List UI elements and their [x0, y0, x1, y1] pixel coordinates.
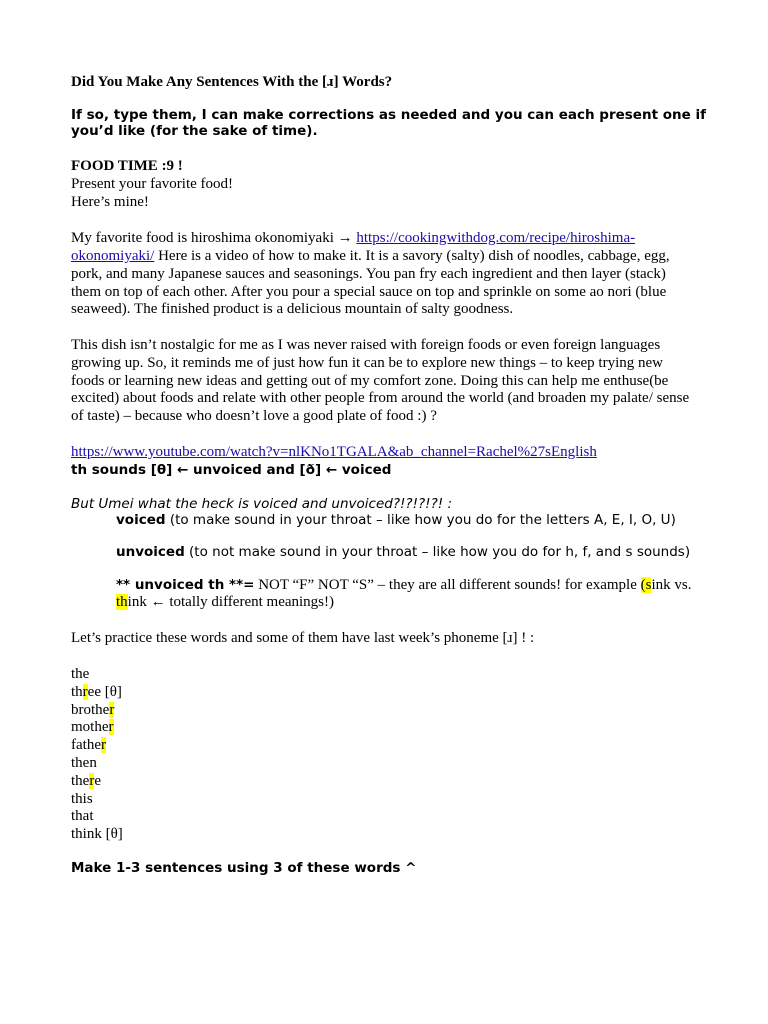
word-part: mothe — [71, 719, 109, 736]
cookingwithdog-link[interactable]: https://cookingwithdog.com/recipe/hiroshima- — [356, 230, 636, 246]
youtube-line — [71, 443, 597, 461]
note-after-2: ink ← totally different meanings!) — [127, 594, 335, 610]
highlight-th: th — [116, 594, 128, 610]
para1-text-2: Here is a video of how to make it. It is a savory (salty) dish of noodles, cabbage, egg, — [154, 248, 670, 264]
para2-line1: This dish isn’t nostalgic for me as I was never raised with foreign foods or even foreign languages — [71, 337, 661, 353]
para2-line4: excited) about foods and relate with other people from around the world (and broaden my palate/ sense — [71, 390, 690, 406]
unvoiced-term: unvoiced — [116, 544, 185, 560]
practice-word — [71, 772, 101, 790]
practice-word — [71, 825, 123, 843]
unvoiced-definition — [116, 543, 690, 561]
word-part: the — [71, 666, 90, 682]
practice-word — [71, 665, 89, 683]
voiced-definition — [116, 511, 676, 529]
unvoiced-th-note — [116, 576, 691, 594]
youtube-link[interactable]: https://www.youtube.com/watch?v=nlKNo1TGALA&ab_channel=Rachel%27sEnglish — [71, 444, 597, 460]
unvoiced-th-note-cont — [116, 593, 334, 611]
word-part: think [θ] — [71, 826, 123, 843]
highlight-r: r — [82, 683, 88, 700]
word-part: ee [θ] — [87, 683, 122, 700]
practice-intro: Let’s practice these words and some of them have last week’s phoneme [ɹ] ! : — [71, 630, 535, 646]
para2-line5: of taste) – because who doesn’t love a good plate of food :) ? — [71, 408, 437, 424]
food-mine: Here’s mine! — [71, 194, 149, 210]
cookingwithdog-link-cont[interactable]: okonomiyaki/ — [71, 248, 155, 264]
highlight-r: r — [109, 701, 115, 718]
note-text: NOT “F” NOT “S” – they are all different sounds! for example — [254, 577, 641, 593]
word-part: fathe — [71, 737, 101, 754]
instruction-line-2: you’d like (for the sake of time). — [71, 123, 318, 139]
voiced-term: voiced — [116, 512, 166, 528]
note-after-1: ink vs. — [651, 577, 692, 593]
final-instruction: Make 1-3 sentences using 3 of these words ^ — [71, 860, 417, 876]
word-part: then — [71, 755, 97, 771]
highlight-r: r — [89, 772, 95, 789]
para1-text: My favorite food is hiroshima okonomiyaki → — [71, 230, 357, 246]
practice-word — [71, 807, 94, 825]
voiced-def: (to make sound in your throat – like how you do for the letters A, E, I, O, U) — [165, 512, 676, 528]
practice-word — [71, 718, 114, 736]
word-part: e — [94, 772, 101, 789]
word-part: that — [71, 808, 94, 825]
para1-line1 — [71, 229, 635, 247]
para2-line3: foods or learning new ideas and getting out of my comfort zone. Doing this can help me enthuse(be — [71, 373, 669, 389]
para1-line4: them on top of each other. After you pour a special sauce on top and sprinkle on some ao nori (blue — [71, 284, 667, 300]
practice-word — [71, 683, 122, 701]
practice-word — [71, 754, 97, 772]
food-prompt: Present your favorite food! — [71, 176, 234, 192]
highlight-r: r — [108, 719, 114, 736]
word-part: brothe — [71, 701, 110, 718]
food-time-title: FOOD TIME :9 ! — [71, 158, 183, 174]
practice-word — [71, 736, 106, 754]
unvoiced-th-term: ** unvoiced th **= — [116, 577, 255, 593]
para1-line3: pork, and many Japanese sauces and seasonings. You pan fry each ingredient and then layer (stack) — [71, 266, 666, 282]
para1-line5: seaweed). The finished product is a delicious mountain of salty goodness. — [71, 301, 514, 317]
para1-line2 — [71, 247, 670, 265]
highlight-r: r — [100, 737, 106, 754]
instruction-line-1: If so, type them, I can make corrections as needed and you can each present one if — [71, 107, 706, 123]
word-part: this — [71, 790, 93, 807]
para2-line2: growing up. So, it reminds me of just how fun it can be to explore new things – to keep trying new — [71, 355, 663, 371]
voiced-question: But Umei what the heck is voiced and unvoiced?!?!?!?! : — [71, 496, 452, 512]
practice-word — [71, 701, 114, 719]
unvoiced-def: (to not make sound in your throat – like how you do for h, f, and s sounds) — [184, 544, 691, 560]
highlight-s: (s — [640, 577, 652, 593]
practice-word — [71, 790, 93, 808]
heading-r-words: Did You Make Any Sentences With the [ɹ] Words? — [71, 74, 393, 90]
word-part: the — [71, 772, 90, 789]
th-sounds-heading: th sounds [θ] ← unvoiced and [ð] ← voiced — [71, 462, 392, 478]
word-part: th — [71, 683, 83, 700]
